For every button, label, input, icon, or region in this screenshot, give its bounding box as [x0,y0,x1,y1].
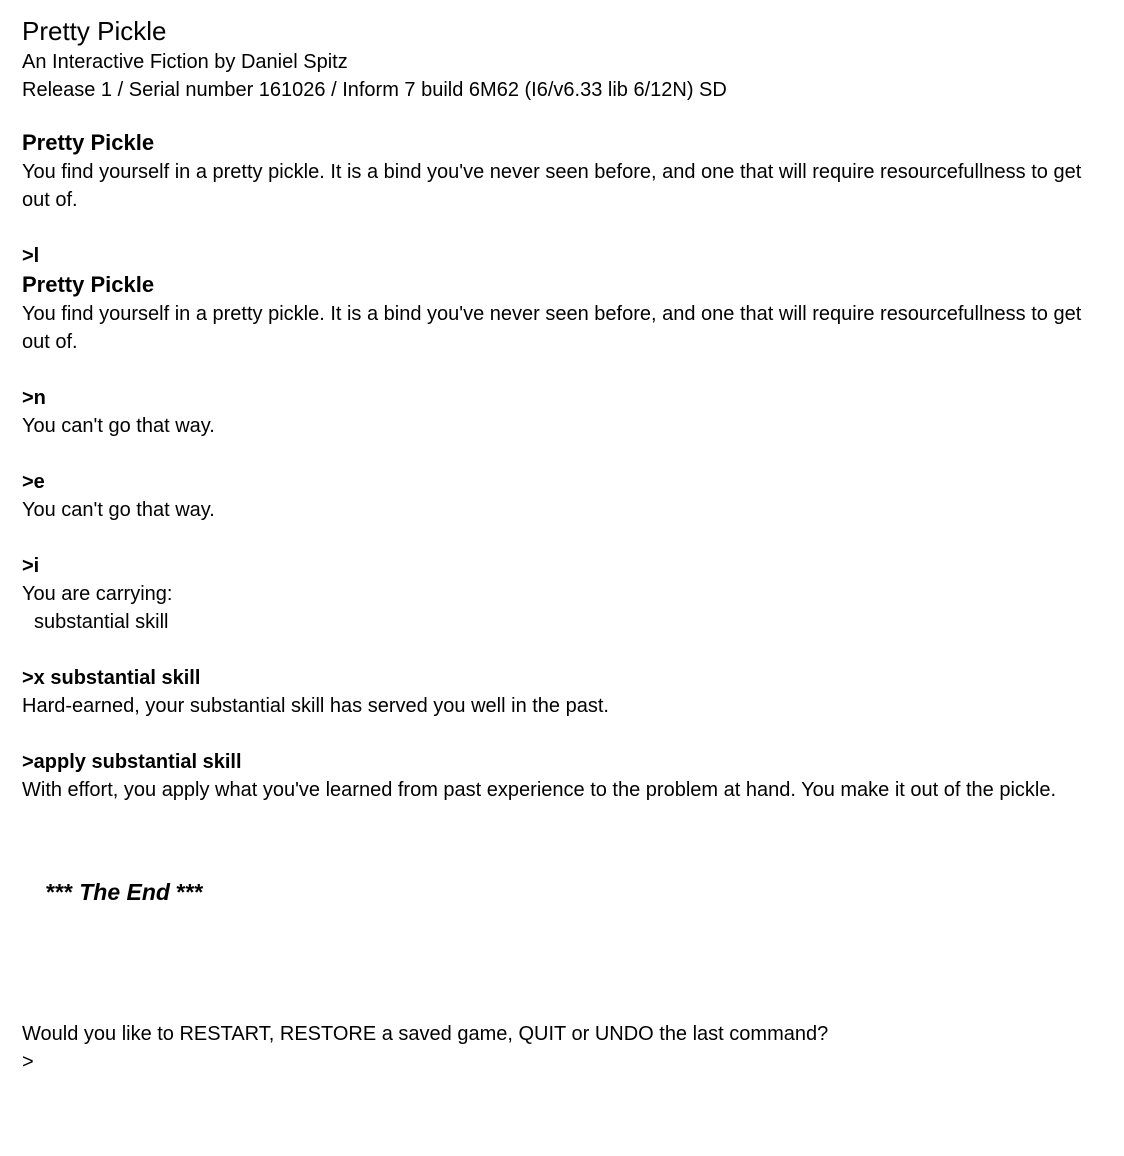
game-response: You are carrying: [22,583,173,605]
room-heading: Pretty Pickle [22,272,155,297]
end-stars-right: *** [176,879,204,905]
room-heading: Pretty Pickle [22,130,155,155]
room-description: You find yourself in a pretty pickle. It is a bind you've never seen before, and one that will require resourcefullness to get out of. [22,303,1087,353]
player-command: >i [22,555,40,577]
end-options-question: Would you like to RESTART, RESTORE a saved game, QUIT or UNDO the last command? [22,1023,829,1045]
player-command: >n [22,387,46,409]
end-stars-left: *** [46,879,73,905]
end-banner [22,876,1112,908]
inventory-item: substantial skill [34,611,169,633]
game-response: You can't go that way. [22,415,215,437]
end-text: The End [79,879,170,905]
release-info: Release 1 / Serial number 161026 / Inform 7 build 6M62 (I6/v6.33 lib 6/12N) SD [22,79,727,101]
game-title: Pretty Pickle [22,16,167,46]
room-description: You find yourself in a pretty pickle. It is a bind you've never seen before, and one that will require resourcefullness to get out of. [22,161,1087,211]
player-command: >l [22,245,40,267]
game-transcript [22,14,1112,1076]
player-command: >e [22,471,45,493]
game-response: With effort, you apply what you've learned from past experience to the problem at hand. You make it out of the pickle. [22,779,1057,801]
game-byline: An Interactive Fiction by Daniel Spitz [22,51,348,73]
game-response: You can't go that way. [22,499,215,521]
command-prompt[interactable]: > [22,1051,34,1073]
game-response: Hard-earned, your substantial skill has served you well in the past. [22,695,609,717]
player-command: >x substantial skill [22,667,201,689]
player-command: >apply substantial skill [22,751,242,773]
